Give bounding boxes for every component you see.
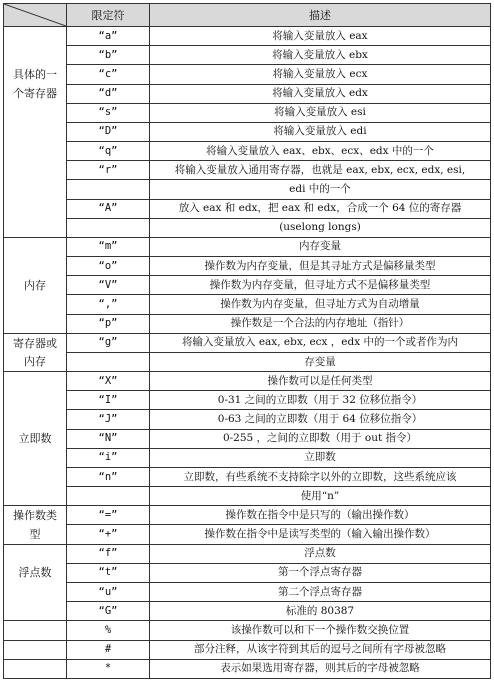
category-cell: [4, 295, 67, 314]
constraint-cell: “A”: [67, 199, 150, 218]
description-cell: 操作数在指令中是只写的（输出操作数）: [150, 506, 491, 525]
constraint-cell: [67, 180, 150, 199]
constraint-cell: [67, 218, 150, 237]
description-cell: 将输入变量放入 edi: [150, 122, 491, 141]
description-cell: 该操作数可以和下一个操作数交换位置: [150, 621, 491, 640]
table-row: [4, 180, 491, 199]
header-description: 描述: [150, 4, 491, 27]
description-cell: 操作数是一个合法的内存地址（指针）: [150, 314, 491, 333]
constraint-cell: “i”: [67, 448, 150, 467]
table-row: [4, 467, 491, 486]
table-row: [4, 391, 491, 410]
category-cell: [4, 487, 67, 506]
description-cell: 操作数为内存变量，但寻址方式为自动增量: [150, 295, 491, 314]
table-row: [4, 506, 491, 525]
constraint-table: [3, 3, 491, 679]
table-row: [4, 659, 491, 678]
table-row: [4, 161, 491, 180]
description-cell: 浮点数: [150, 544, 491, 563]
table-row: [4, 84, 491, 103]
category-cell: [4, 448, 67, 467]
table-row: [4, 429, 491, 448]
description-cell: 立即数: [150, 448, 491, 467]
category-cell: [4, 257, 67, 276]
category-cell: [4, 103, 67, 122]
table-row: [4, 199, 491, 218]
constraint-cell: [67, 352, 150, 371]
description-cell: 将输入变量放入 edx: [150, 84, 491, 103]
category-cell: 具体的一: [4, 65, 67, 84]
constraint-cell: #: [67, 640, 150, 659]
constraint-cell: “J”: [67, 410, 150, 429]
constraint-cell: “o”: [67, 257, 150, 276]
category-cell: [4, 314, 67, 333]
constraint-cell: “V”: [67, 276, 150, 295]
header-constraint: 限定符: [67, 4, 150, 27]
table-row: [4, 621, 491, 640]
constraint-cell: “q”: [67, 142, 150, 161]
table-row: [4, 448, 491, 467]
constraint-cell: “b”: [67, 46, 150, 65]
category-cell: 内存: [4, 276, 67, 295]
description-cell: 立即数，有些系统不支持除字以外的立即数，这些系统应该: [150, 467, 491, 486]
constraint-cell: *: [67, 659, 150, 678]
table-row: [4, 142, 491, 161]
table-row: [4, 237, 491, 256]
category-cell: [4, 27, 67, 46]
category-cell: [4, 602, 67, 621]
description-cell: edi 中的一个: [150, 180, 491, 199]
description-cell: 操作数在指令中是读写类型的（输入输出操作数）: [150, 525, 491, 544]
description-cell: 第一个浮点寄存器: [150, 563, 491, 582]
table-row: [4, 314, 491, 333]
category-cell: 浮点数: [4, 563, 67, 582]
constraint-cell: “t”: [67, 563, 150, 582]
table-row: [4, 276, 491, 295]
constraint-cell: “p”: [67, 314, 150, 333]
category-cell: 型: [4, 525, 67, 544]
constraint-cell: “,”: [67, 295, 150, 314]
description-cell: 将输入变量放入 eax、ebx、ecx、edx 中的一个: [150, 142, 491, 161]
constraint-cell: “D”: [67, 122, 150, 141]
constraint-cell: %: [67, 621, 150, 640]
category-cell: [4, 199, 67, 218]
constraint-cell: “f”: [67, 544, 150, 563]
constraint-cell: [67, 487, 150, 506]
constraint-cell: “I”: [67, 391, 150, 410]
table-row: [4, 27, 491, 46]
category-cell: [4, 180, 67, 199]
table-row: [4, 65, 491, 84]
table-row: [4, 602, 491, 621]
description-cell: 将输入变量放入通用寄存器，也就是 eax, ebx, ecx, edx, esi,: [150, 161, 491, 180]
category-cell: [4, 161, 67, 180]
constraint-cell: “G”: [67, 602, 150, 621]
category-cell: [4, 659, 67, 678]
table-row: [4, 295, 491, 314]
table-row: [4, 218, 491, 237]
constraint-cell: “n”: [67, 467, 150, 486]
table-row: [4, 525, 491, 544]
description-cell: 部分注释，从该字符到其后的逗号之间所有字母被忽略: [150, 640, 491, 659]
constraint-cell: “N”: [67, 429, 150, 448]
constraint-cell: “m”: [67, 237, 150, 256]
category-cell: 立即数: [4, 429, 67, 448]
category-cell: [4, 582, 67, 601]
description-cell: 放入 eax 和 edx，把 eax 和 edx，合成一个 64 位的寄存器: [150, 199, 491, 218]
constraint-cell: “+”: [67, 525, 150, 544]
description-cell: (uselong longs): [150, 218, 491, 237]
description-cell: 操作数为内存变量，但寻址方式不是偏移量类型: [150, 276, 491, 295]
constraint-cell: “=”: [67, 506, 150, 525]
table-row: [4, 46, 491, 65]
description-cell: 将输入变量放入 ecx: [150, 65, 491, 84]
category-cell: [4, 391, 67, 410]
category-cell: [4, 372, 67, 391]
constraint-cell: “a”: [67, 27, 150, 46]
table-row: [4, 257, 491, 276]
table-row: [4, 563, 491, 582]
category-cell: [4, 410, 67, 429]
description-cell: 0-255 ，之间的立即数（用于 out 指令）: [150, 429, 491, 448]
constraint-cell: “u”: [67, 582, 150, 601]
description-cell: 操作数可以是任何类型: [150, 372, 491, 391]
table-row: [4, 352, 491, 371]
description-cell: 0-63 之间的立即数（用于 64 位移位指令）: [150, 410, 491, 429]
category-cell: [4, 122, 67, 141]
table-row: [4, 122, 491, 141]
description-cell: 表示如果选用寄存器，则其后的字母被忽略: [150, 659, 491, 678]
table-row: [4, 487, 491, 506]
constraint-cell: “g”: [67, 333, 150, 352]
table-row: [4, 410, 491, 429]
description-cell: 0-31 之间的立即数（用于 32 位移位指令）: [150, 391, 491, 410]
category-cell: [4, 218, 67, 237]
description-cell: 标准的 80387: [150, 602, 491, 621]
description-cell: 将输入变量放入 ebx: [150, 46, 491, 65]
category-cell: 寄存器或: [4, 333, 67, 352]
category-cell: 操作数类: [4, 506, 67, 525]
diagonal-line-icon: [4, 4, 66, 26]
header-diagonal-cell: [4, 4, 67, 27]
description-cell: 将输入变量放入 eax: [150, 27, 491, 46]
table-row: [4, 544, 491, 563]
table-body: [4, 27, 491, 679]
category-cell: [4, 640, 67, 659]
description-cell: 使用“n”: [150, 487, 491, 506]
table-row: [4, 333, 491, 352]
category-cell: [4, 467, 67, 486]
description-cell: 存变量: [150, 352, 491, 371]
category-cell: 内存: [4, 352, 67, 371]
category-cell: [4, 237, 67, 256]
description-cell: 第二个浮点寄存器: [150, 582, 491, 601]
category-cell: 个寄存器: [4, 84, 67, 103]
description-cell: 将输入变量放入 esi: [150, 103, 491, 122]
description-cell: 操作数为内存变量，但是其寻址方式是偏移量类型: [150, 257, 491, 276]
table-row: [4, 372, 491, 391]
constraint-cell: “r”: [67, 161, 150, 180]
table-row: [4, 640, 491, 659]
description-cell: 内存变量: [150, 237, 491, 256]
table-header-row: [4, 4, 491, 27]
category-cell: [4, 142, 67, 161]
constraint-cell: “c”: [67, 65, 150, 84]
description-cell: 将输入变量放入 eax, ebx, ecx ，edx 中的一个或者作为内: [150, 333, 491, 352]
constraint-cell: “X”: [67, 372, 150, 391]
category-cell: [4, 544, 67, 563]
category-cell: [4, 46, 67, 65]
table-row: [4, 582, 491, 601]
table-row: [4, 103, 491, 122]
constraint-cell: “s”: [67, 103, 150, 122]
constraint-cell: “d”: [67, 84, 150, 103]
category-cell: [4, 621, 67, 640]
